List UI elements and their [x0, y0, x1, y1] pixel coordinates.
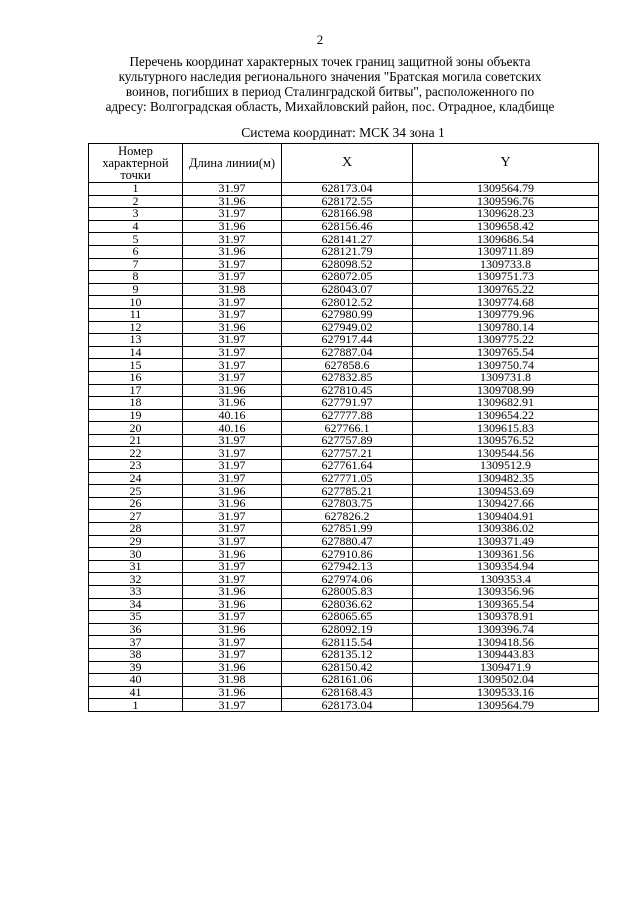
cell-x-coordinate: 627980.99	[282, 308, 413, 321]
cell-point-number: 8	[89, 271, 183, 284]
cell-line-length: 31.97	[183, 233, 282, 246]
cell-y-coordinate: 1309751.73	[413, 271, 599, 284]
cell-y-coordinate: 1309564.79	[413, 699, 599, 712]
cell-point-number: 20	[89, 422, 183, 435]
cell-line-length: 31.97	[183, 535, 282, 548]
cell-x-coordinate: 628173.04	[282, 699, 413, 712]
cell-line-length: 31.98	[183, 674, 282, 687]
cell-point-number: 32	[89, 573, 183, 586]
cell-y-coordinate: 1309544.56	[413, 447, 599, 460]
title-line-3: воинов, погибших в период Сталинградской битвы", расположенного по	[125, 84, 535, 99]
cell-point-number: 13	[89, 334, 183, 347]
cell-y-coordinate: 1309356.96	[413, 586, 599, 599]
table-row	[89, 283, 599, 296]
cell-y-coordinate: 1309682.91	[413, 397, 599, 410]
cell-y-coordinate: 1309502.04	[413, 674, 599, 687]
cell-y-coordinate: 1309775.22	[413, 334, 599, 347]
table-body	[89, 183, 599, 712]
cell-line-length: 31.97	[183, 258, 282, 271]
cell-x-coordinate: 628043.07	[282, 283, 413, 296]
table-row	[89, 346, 599, 359]
cell-line-length: 31.97	[183, 699, 282, 712]
cell-x-coordinate: 628150.42	[282, 661, 413, 674]
cell-x-coordinate: 627777.88	[282, 409, 413, 422]
cell-y-coordinate: 1309418.56	[413, 636, 599, 649]
cell-x-coordinate: 627887.04	[282, 346, 413, 359]
cell-point-number: 26	[89, 497, 183, 510]
cell-x-coordinate: 627803.75	[282, 497, 413, 510]
cell-y-coordinate: 1309686.54	[413, 233, 599, 246]
cell-x-coordinate: 628072.05	[282, 271, 413, 284]
cell-y-coordinate: 1309765.22	[413, 283, 599, 296]
table-header-row	[89, 144, 599, 183]
cell-y-coordinate: 1309482.35	[413, 472, 599, 485]
cell-line-length: 40.16	[183, 422, 282, 435]
cell-x-coordinate: 628065.65	[282, 611, 413, 624]
coordinates-table	[88, 143, 599, 712]
cell-line-length: 31.97	[183, 447, 282, 460]
cell-y-coordinate: 1309711.89	[413, 245, 599, 258]
cell-y-coordinate: 1309596.76	[413, 195, 599, 208]
cell-line-length: 31.97	[183, 296, 282, 309]
cell-y-coordinate: 1309471.9	[413, 661, 599, 674]
cell-line-length: 31.96	[183, 497, 282, 510]
title-line-2: культурного наследия регионального значения "Братская могила советских	[118, 69, 542, 84]
document-title	[80, 54, 580, 114]
cell-y-coordinate: 1309354.94	[413, 560, 599, 573]
cell-point-number: 1	[89, 183, 183, 196]
cell-x-coordinate: 628115.54	[282, 636, 413, 649]
cell-point-number: 4	[89, 220, 183, 233]
cell-y-coordinate: 1309765.54	[413, 346, 599, 359]
header-point-number: Номер характерной точки	[89, 144, 183, 183]
cell-y-coordinate: 1309378.91	[413, 611, 599, 624]
cell-point-number: 27	[89, 510, 183, 523]
cell-point-number: 11	[89, 308, 183, 321]
title-line-1: Перечень координат характерных точек границ защитной зоны объекта	[129, 54, 531, 69]
cell-y-coordinate: 1309427.66	[413, 497, 599, 510]
cell-y-coordinate: 1309396.74	[413, 623, 599, 636]
cell-x-coordinate: 627858.6	[282, 359, 413, 372]
cell-line-length: 31.97	[183, 523, 282, 536]
cell-point-number: 24	[89, 472, 183, 485]
cell-point-number: 15	[89, 359, 183, 372]
cell-point-number: 19	[89, 409, 183, 422]
cell-line-length: 31.97	[183, 510, 282, 523]
cell-y-coordinate: 1309779.96	[413, 308, 599, 321]
cell-y-coordinate: 1309386.02	[413, 523, 599, 536]
header-line-length: Длина линии(м)	[183, 144, 282, 183]
cell-x-coordinate: 628092.19	[282, 623, 413, 636]
cell-line-length: 31.96	[183, 397, 282, 410]
cell-x-coordinate: 627910.86	[282, 548, 413, 561]
cell-x-coordinate: 628156.46	[282, 220, 413, 233]
cell-x-coordinate: 627785.21	[282, 485, 413, 498]
cell-y-coordinate: 1309453.69	[413, 485, 599, 498]
cell-x-coordinate: 627942.13	[282, 560, 413, 573]
cell-y-coordinate: 1309404.91	[413, 510, 599, 523]
table-row	[89, 686, 599, 699]
cell-line-length: 31.97	[183, 371, 282, 384]
cell-x-coordinate: 628141.27	[282, 233, 413, 246]
cell-line-length: 31.97	[183, 434, 282, 447]
cell-line-length: 31.96	[183, 586, 282, 599]
cell-point-number: 21	[89, 434, 183, 447]
cell-point-number: 1	[89, 699, 183, 712]
cell-line-length: 31.97	[183, 208, 282, 221]
cell-y-coordinate: 1309365.54	[413, 598, 599, 611]
cell-line-length: 31.96	[183, 686, 282, 699]
cell-x-coordinate: 627974.06	[282, 573, 413, 586]
cell-line-length: 31.96	[183, 598, 282, 611]
cell-y-coordinate: 1309533.16	[413, 686, 599, 699]
cell-point-number: 2	[89, 195, 183, 208]
cell-y-coordinate: 1309443.83	[413, 648, 599, 661]
cell-point-number: 7	[89, 258, 183, 271]
cell-y-coordinate: 1309708.99	[413, 384, 599, 397]
cell-x-coordinate: 628173.04	[282, 183, 413, 196]
cell-y-coordinate: 1309512.9	[413, 460, 599, 473]
cell-y-coordinate: 1309564.79	[413, 183, 599, 196]
cell-y-coordinate: 1309615.83	[413, 422, 599, 435]
cell-point-number: 18	[89, 397, 183, 410]
cell-line-length: 31.96	[183, 321, 282, 334]
cell-x-coordinate: 627771.05	[282, 472, 413, 485]
cell-line-length: 31.97	[183, 573, 282, 586]
cell-y-coordinate: 1309733.8	[413, 258, 599, 271]
cell-x-coordinate: 627851.99	[282, 523, 413, 536]
cell-line-length: 31.97	[183, 636, 282, 649]
cell-y-coordinate: 1309658.42	[413, 220, 599, 233]
cell-line-length: 31.96	[183, 245, 282, 258]
cell-point-number: 30	[89, 548, 183, 561]
cell-x-coordinate: 627917.44	[282, 334, 413, 347]
cell-line-length: 31.96	[183, 485, 282, 498]
cell-x-coordinate: 627761.64	[282, 460, 413, 473]
cell-x-coordinate: 627810.45	[282, 384, 413, 397]
title-line-4: адресу: Волгоградская область, Михайловский район, пос. Отрадное, кладбище	[105, 99, 555, 114]
cell-y-coordinate: 1309576.52	[413, 434, 599, 447]
cell-point-number: 6	[89, 245, 183, 258]
cell-x-coordinate: 628135.12	[282, 648, 413, 661]
cell-point-number: 36	[89, 623, 183, 636]
cell-x-coordinate: 627791.97	[282, 397, 413, 410]
cell-x-coordinate: 628172.55	[282, 195, 413, 208]
cell-y-coordinate: 1309361.56	[413, 548, 599, 561]
cell-line-length: 31.97	[183, 334, 282, 347]
cell-point-number: 23	[89, 460, 183, 473]
cell-point-number: 28	[89, 523, 183, 536]
cell-x-coordinate: 628036.62	[282, 598, 413, 611]
cell-point-number: 12	[89, 321, 183, 334]
cell-point-number: 25	[89, 485, 183, 498]
header-y: Y	[413, 144, 599, 183]
table-row	[89, 623, 599, 636]
cell-line-length: 31.97	[183, 611, 282, 624]
cell-line-length: 31.96	[183, 220, 282, 233]
header-x: X	[282, 144, 413, 183]
table-row	[89, 535, 599, 548]
cell-line-length: 31.97	[183, 359, 282, 372]
cell-line-length: 31.96	[183, 384, 282, 397]
cell-line-length: 31.97	[183, 472, 282, 485]
cell-y-coordinate: 1309654.22	[413, 409, 599, 422]
cell-x-coordinate: 628121.79	[282, 245, 413, 258]
cell-x-coordinate: 627766.1	[282, 422, 413, 435]
cell-y-coordinate: 1309628.23	[413, 208, 599, 221]
cell-point-number: 17	[89, 384, 183, 397]
table-row	[89, 472, 599, 485]
cell-point-number: 14	[89, 346, 183, 359]
cell-line-length: 31.98	[183, 283, 282, 296]
cell-point-number: 37	[89, 636, 183, 649]
cell-point-number: 10	[89, 296, 183, 309]
cell-x-coordinate: 627832.85	[282, 371, 413, 384]
cell-line-length: 31.97	[183, 460, 282, 473]
cell-line-length: 31.97	[183, 560, 282, 573]
cell-point-number: 22	[89, 447, 183, 460]
cell-line-length: 31.97	[183, 271, 282, 284]
cell-point-number: 35	[89, 611, 183, 624]
cell-point-number: 5	[89, 233, 183, 246]
cell-point-number: 16	[89, 371, 183, 384]
cell-line-length: 40.16	[183, 409, 282, 422]
cell-point-number: 34	[89, 598, 183, 611]
cell-point-number: 33	[89, 586, 183, 599]
cell-y-coordinate: 1309731.8	[413, 371, 599, 384]
cell-point-number: 29	[89, 535, 183, 548]
cell-x-coordinate: 627880.47	[282, 535, 413, 548]
cell-x-coordinate: 628012.52	[282, 296, 413, 309]
coordinate-system-label: Система координат: МСК 34 зона 1	[241, 125, 445, 140]
cell-y-coordinate: 1309371.49	[413, 535, 599, 548]
cell-y-coordinate: 1309353.4	[413, 573, 599, 586]
cell-point-number: 38	[89, 648, 183, 661]
cell-point-number: 3	[89, 208, 183, 221]
cell-point-number: 9	[89, 283, 183, 296]
table-row	[89, 409, 599, 422]
table-row	[89, 699, 599, 712]
cell-point-number: 41	[89, 686, 183, 699]
cell-y-coordinate: 1309780.14	[413, 321, 599, 334]
cell-point-number: 39	[89, 661, 183, 674]
cell-line-length: 31.97	[183, 648, 282, 661]
cell-x-coordinate: 627826.2	[282, 510, 413, 523]
cell-line-length: 31.96	[183, 623, 282, 636]
cell-x-coordinate: 628166.98	[282, 208, 413, 221]
cell-line-length: 31.96	[183, 661, 282, 674]
cell-point-number: 31	[89, 560, 183, 573]
cell-x-coordinate: 627757.89	[282, 434, 413, 447]
table-row	[89, 220, 599, 233]
cell-line-length: 31.96	[183, 195, 282, 208]
cell-line-length: 31.97	[183, 346, 282, 359]
cell-x-coordinate: 628005.83	[282, 586, 413, 599]
cell-y-coordinate: 1309750.74	[413, 359, 599, 372]
cell-y-coordinate: 1309774.68	[413, 296, 599, 309]
cell-x-coordinate: 628161.06	[282, 674, 413, 687]
cell-x-coordinate: 628098.52	[282, 258, 413, 271]
cell-line-length: 31.96	[183, 548, 282, 561]
page-number: 2	[316, 32, 324, 47]
cell-point-number: 40	[89, 674, 183, 687]
cell-x-coordinate: 628168.43	[282, 686, 413, 699]
cell-line-length: 31.97	[183, 308, 282, 321]
cell-x-coordinate: 627757.21	[282, 447, 413, 460]
cell-x-coordinate: 627949.02	[282, 321, 413, 334]
cell-line-length: 31.97	[183, 183, 282, 196]
